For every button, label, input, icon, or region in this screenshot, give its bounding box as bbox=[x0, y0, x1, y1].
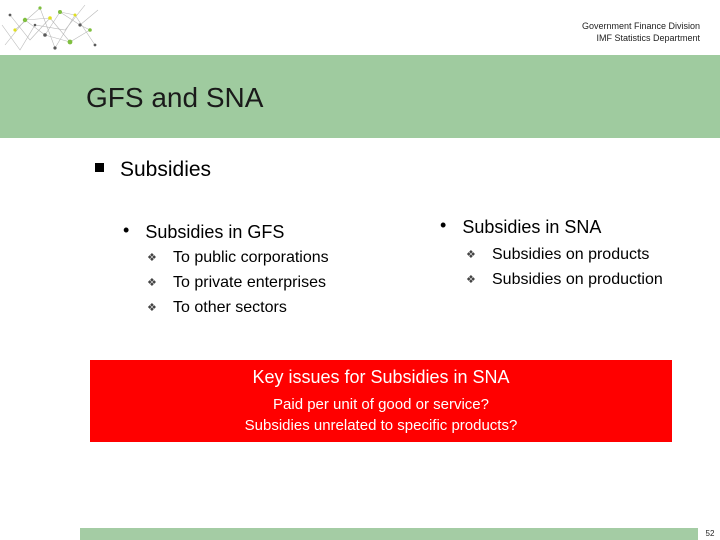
sna-heading-text: Subsidies in SNA bbox=[462, 217, 602, 237]
org-department: IMF Statistics Department bbox=[596, 33, 700, 43]
page-number: 52 bbox=[705, 529, 715, 538]
level1-bullet bbox=[95, 158, 211, 182]
org-division: Government Finance Division bbox=[581, 21, 700, 31]
round-bullet-icon: • bbox=[440, 215, 447, 235]
list-item-text: Subsidies on products bbox=[492, 246, 650, 263]
key-issues-box bbox=[90, 360, 672, 442]
square-bullet-icon bbox=[95, 163, 104, 172]
list-item bbox=[466, 246, 649, 264]
list-item bbox=[147, 249, 329, 267]
diamond-bullet-icon: ❖ bbox=[147, 252, 157, 264]
round-bullet-icon: • bbox=[123, 220, 130, 240]
gfs-heading bbox=[123, 222, 284, 243]
organization-caption bbox=[582, 20, 700, 44]
slide-title: GFS and SNA bbox=[86, 82, 264, 113]
list-item bbox=[147, 299, 287, 317]
gfs-heading-text: Subsidies in GFS bbox=[145, 222, 285, 242]
list-item-text: Subsidies on production bbox=[492, 271, 663, 288]
list-item bbox=[147, 274, 326, 292]
key-issues-heading: Key issues for Subsidies in SNA bbox=[252, 367, 510, 387]
key-issues-line: Subsidies unrelated to specific products? bbox=[244, 417, 518, 434]
diamond-bullet-icon: ❖ bbox=[147, 302, 157, 314]
list-item bbox=[466, 271, 663, 289]
list-item-text: To public corporations bbox=[173, 249, 329, 266]
key-issues-line: Paid per unit of good or service? bbox=[273, 396, 489, 413]
level1-text: Subsidies bbox=[120, 158, 212, 181]
list-item-text: To other sectors bbox=[173, 299, 287, 316]
sna-heading bbox=[440, 217, 601, 238]
diamond-bullet-icon: ❖ bbox=[466, 249, 476, 261]
diamond-bullet-icon: ❖ bbox=[147, 277, 157, 289]
network-logo-icon bbox=[0, 0, 105, 55]
diamond-bullet-icon: ❖ bbox=[466, 274, 476, 286]
list-item-text: To private enterprises bbox=[173, 274, 326, 291]
footer-bar bbox=[80, 528, 698, 540]
